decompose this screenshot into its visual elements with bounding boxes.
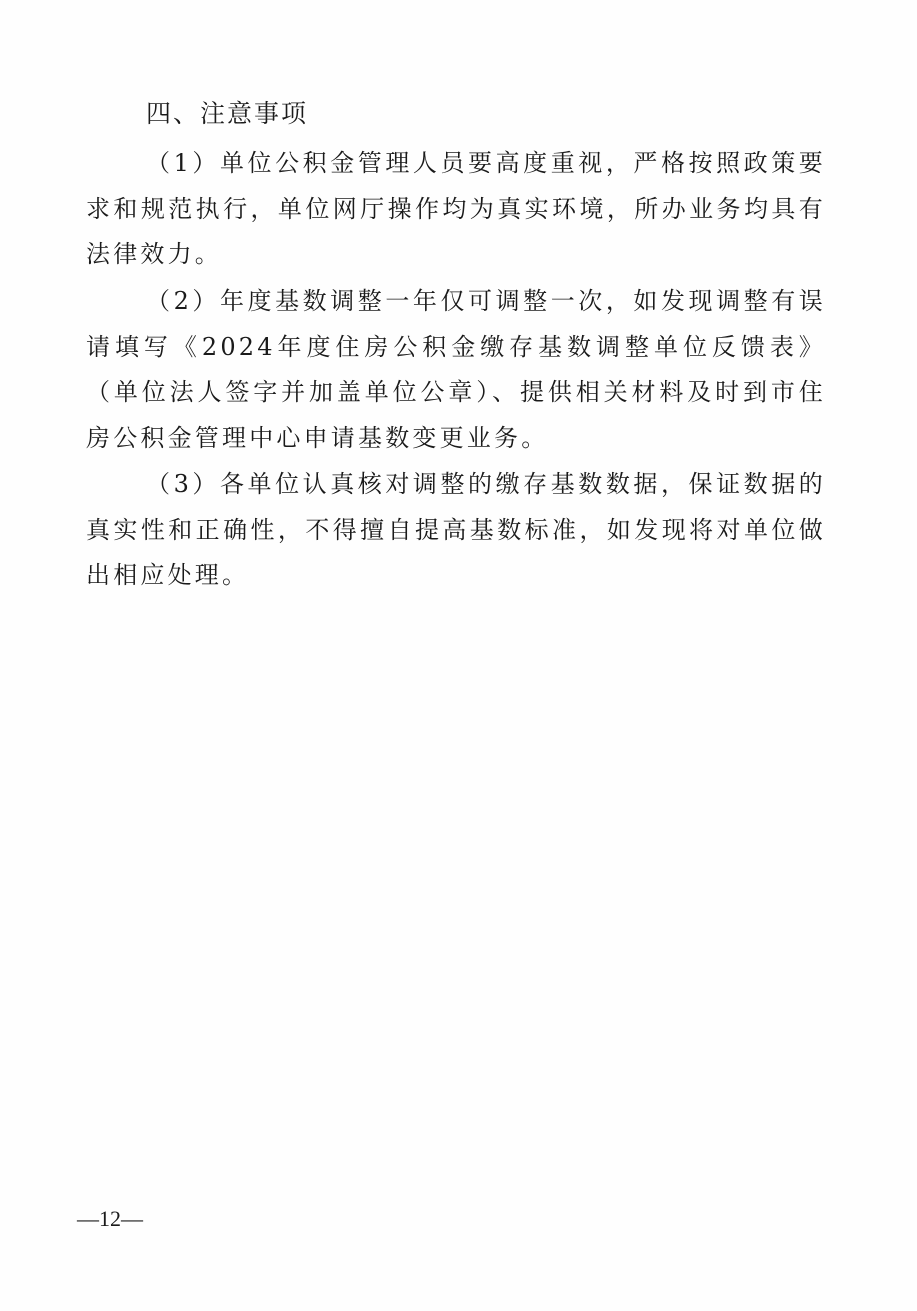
section-heading: 四、注意事项 (146, 99, 309, 128)
paragraph-2: （2）年度基数调整一年仅可调整一次，如发现调整有误请填写《2024年度住房公积金缴存基数调整单位反馈表》（单位法人签字并加盖单位公章）、提供相关材料及时到市住房公积金管理中心申请基数变更业务。 (86, 287, 826, 452)
paragraph-3: （3）各单位认真核对调整的缴存基数数据，保证数据的真实性和正确性，不得擅自提高基数标准，如发现将对单位做出相应处理。 (86, 470, 826, 589)
paragraph-1: （1）单位公积金管理人员要高度重视，严格按照政策要求和规范执行，单位网厅操作均为真实环境，所办业务均具有法律效力。 (86, 149, 826, 268)
page-number: —12— (77, 1206, 143, 1231)
